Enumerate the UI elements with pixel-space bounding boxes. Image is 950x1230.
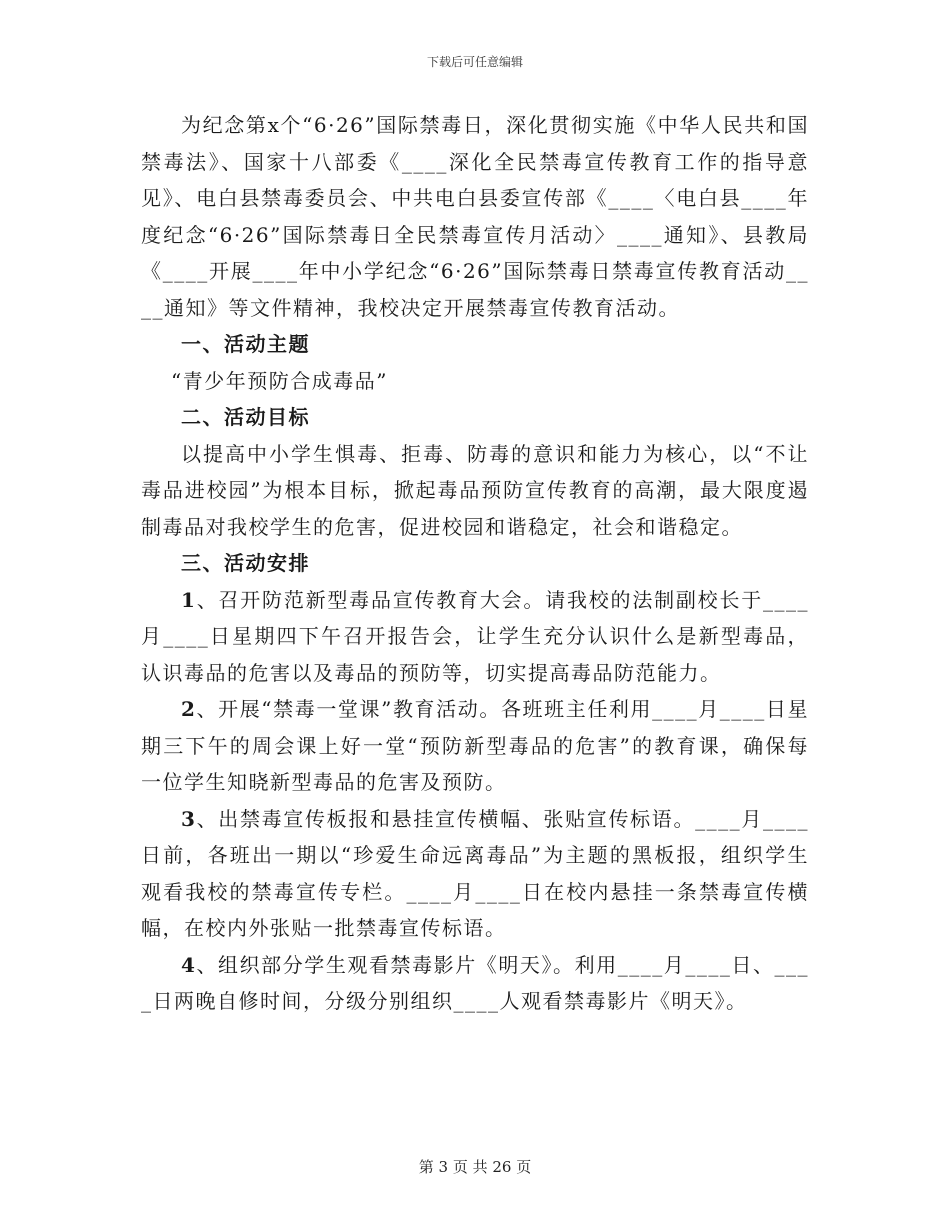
item-text: 、召开防范新型毒品宣传教育大会。请我校的法制副校长于____月____日星期四下午召开报告会，让学生充分认识什么是新型毒品，认识毒品的危害以及毒品的预防等，切实提高毒品防范能力。 <box>141 587 809 685</box>
page-number-footer: 第 3 页 共 26 页 <box>418 1158 532 1176</box>
arrangement-item-4 <box>141 947 809 1020</box>
item-text: 、出禁毒宣传板报和悬挂宣传横幅、张贴宣传标语。____月____日前，各班出一期以“珍爱生命远离毒品”为主题的黑板报，组织学生观看我校的禁毒宣传专栏。____月____日在校内悬挂一条禁毒宣传横幅，在校内外张贴一批禁毒宣传标语。 <box>141 806 809 940</box>
arrangement-item-3 <box>141 801 809 947</box>
item-number: 4 <box>181 952 197 977</box>
item-text: 、开展“禁毒一堂课”教育活动。各班班主任利用____月____日星期三下午的周会课上好一堂“预防新型毒品的危害”的教育课，确保每一位学生知晓新型毒品的危害及预防。 <box>141 697 809 794</box>
section-heading-goal: 二、活动目标 <box>181 405 310 429</box>
goal-paragraph: 以提高中小学生惧毒、拒毒、防毒的意识和能力为核心，以“不让毒品进校园”为根本目标，掀起毒品预防宣传教育的高潮，最大限度遏制毒品对我校学生的危害，促进校园和谐稳定，社会和谐稳定。 <box>141 441 809 539</box>
page-header: 下载后可任意编辑 <box>426 55 523 69</box>
item-number: 1 <box>181 587 197 612</box>
section-heading-arrangement: 三、活动安排 <box>181 551 310 575</box>
arrangement-item-1 <box>141 582 809 692</box>
item-number: 3 <box>181 806 197 831</box>
item-number: 2 <box>181 697 197 721</box>
activity-theme: “青少年预防合成毒品” <box>171 368 388 393</box>
section-heading-theme: 一、活动主题 <box>181 332 310 356</box>
item-text: 、组织部分学生观看禁毒影片《明天》。利用____月____日、____日两晚自修时间，分级分别组织____人观看禁毒影片《明天》。 <box>141 952 809 1013</box>
arrangement-item-2 <box>141 691 809 801</box>
document-body <box>141 107 809 1020</box>
intro-paragraph: 为纪念第x个“6·26”国际禁毒日，深化贯彻实施《中华人民共和国禁毒法》、国家十八部委《____深化全民禁毒宣传教育工作的指导意见》、电白县禁毒委员会、中共电白县委宣传部《____〈电白县____年度纪念“6·26”国际禁毒日全民禁毒宣传月活动〉____通知》、县教局《____开展____年中小学纪念“6·26”国际禁毒日禁毒宣传教育活动____通知》等文件精神，我校决定开展禁毒宣传教育活动。 <box>141 113 809 320</box>
